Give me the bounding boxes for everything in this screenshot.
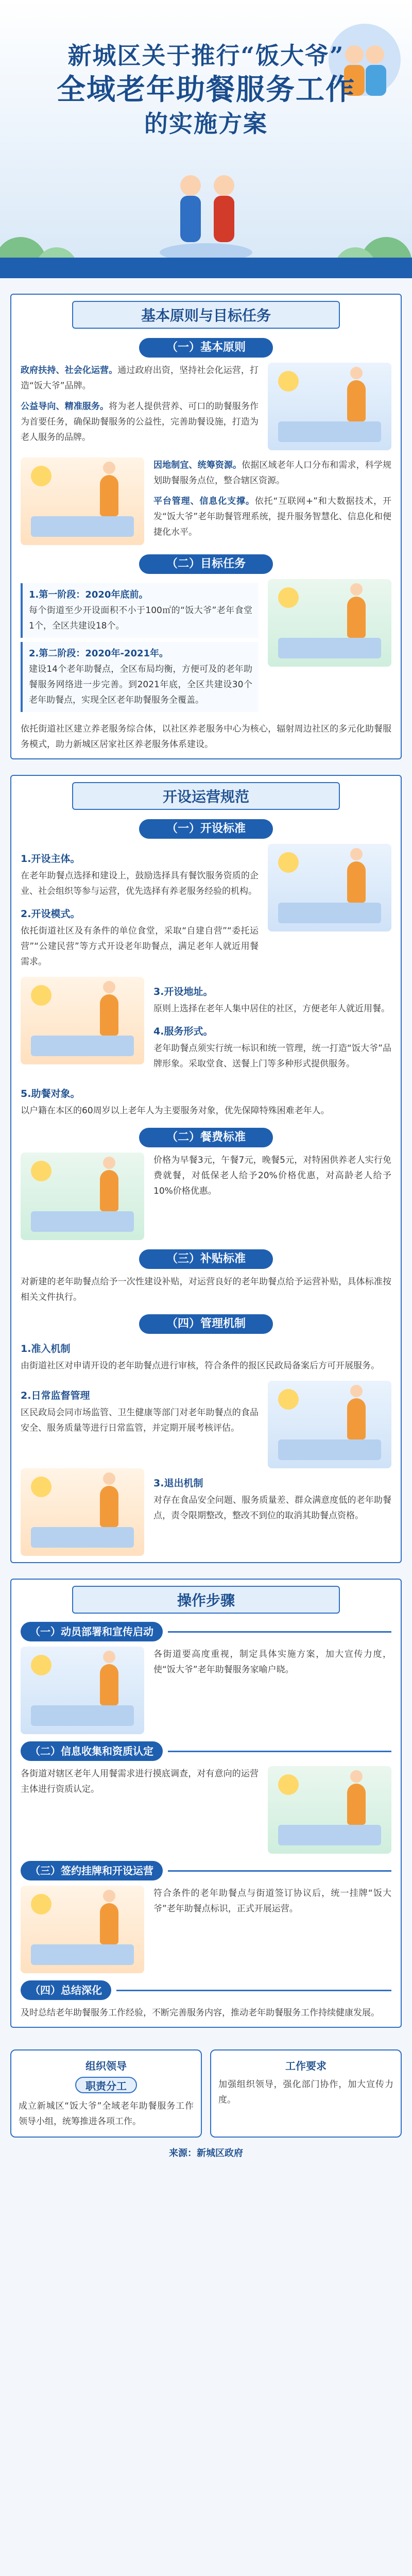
subsection-title: （三）补贴标准	[139, 1249, 273, 1269]
price-illustration	[21, 1153, 144, 1240]
subsection-title: （四）管理机制	[139, 1314, 273, 1334]
meal-illustration	[268, 844, 391, 931]
step-badge: （四）总结深化	[21, 1980, 111, 2000]
diners-illustration	[154, 155, 258, 268]
page-title: 新城区关于推行“饭大爷” 全域老年助餐服务工作 的实施方案	[57, 42, 355, 138]
section-title: 基本原则与目标任务	[72, 301, 340, 329]
section-steps: 操作步骤 （一）动员部署和宣传启动 各街道要高度重视，制定具体实施方案，加大宣传力度，使“饭大爷”老年助餐服务家喻户晓。 （二）信息收集和资质认定 各街道对辖区老年人用餐需求进行摸底调查，对有意向的运营主体进行资质认定。 （三）签约挂牌和开设运营 符合条件的老年助餐点与街道签订协议后，统一挂牌“饭大爷”老年助餐点标识，正式开展运营。 （四）总结深化 及时总结老年助餐服务工作经验，不断完善服务内容，推动老年助餐服务工作持续健康发展。	[10, 1579, 402, 2028]
mobilize-illustration	[21, 1647, 144, 1734]
principle-illustration	[268, 363, 391, 450]
survey-illustration	[268, 1766, 391, 1854]
hero-banner	[0, 0, 412, 278]
section-title: 开设运营规范	[72, 782, 340, 810]
step-badge: （一）动员部署和宣传启动	[21, 1622, 163, 1641]
subsection-title: （二）目标任务	[139, 554, 273, 574]
stage-block: 2.第二阶段：2020年-2021年。 建设14个老年助餐点，全区布局均衡，方便可及的老年助餐服务网络进一步完善。到2021年底，全区共建设30个老年助餐点，实现全区老年助餐服务全覆盖。	[21, 642, 259, 712]
hero-bottom-band	[0, 258, 412, 278]
canteen-illustration	[268, 579, 391, 667]
signing-illustration	[21, 1886, 144, 1973]
delivery-illustration	[21, 977, 144, 1064]
section-operation: 开设运营规范 （一）开设标准 1.开设主体。 在老年助餐点选择和建设上，鼓励选择具有餐饮服务资质的企业、社会组织等参与运营，优先选择有养老服务经验的机构。 2.开设模式。 依托街道社区及有条件的单位食堂，采取“自建自营”“委托运营”“公建民营”等方式开设老年助餐点，满足老年人就近用餐需求。 3.开设地址。 原则上选择在老年人集中居住的社区，方便老年人就近用餐。 4.服务形式。 老年助餐点须实行统一标识和统一管理，统一打造“饭大爷”品牌形象。采取堂食、送餐上门等多种形式提供服务。 5.助餐对象。 以户籍在本区的60周岁以上老年人为主要服务对象，优先保障特殊困难老年人。 （二）餐费标准 价格为早餐3元，午餐7元，晚餐5元，对特困供养老人实行免费就餐，对低保老人给予20%价格优惠，对高龄老人给予10%价格优惠。 （三）补贴标准 对新建的老年助餐点给予一次性建设补贴，对运营良好的老年助餐点给予运营补贴，具体标准按相关文件执行。 （四）管理机制 1.准入机制 由街道社区对申请开设的老年助餐点进行审核，符合条件的报区民政局备案后方可开展服务。 2.日常监督管理 区民政局会同市场监管、卫生健康等部门对老年助餐点的食品安全、服务质量等进行日常监管，并定期开展考核评估。 3.退出机制 对存在食品安全问题、服务质量差、群众满意度低的老年助餐点，责令限期整改，整改不到位的取消其助餐点资格。	[10, 775, 402, 1563]
requirements-card: 工作要求 加强组织领导，强化部门协作，加大宣传力度。	[210, 2049, 402, 2138]
subsection-title: （一）开设标准	[139, 819, 273, 839]
section-principles: 基本原则与目标任务 （一）基本原则 政府扶持、社会化运营。通过政府出资，坚持社会化运营，打造“饭大爷”品牌。 公益导向、精准服务。将为老人提供营养、可口的助餐服务作为首要任务，确保助餐服务的公益性，完善助餐设施，打造为老人服务的品牌。 因地制宜、统筹资源。依据区域老年人口分布和需求，科学规划助餐服务点位，整合辖区资源。 平台管理、信息化支撑。依托“互联网+”和大数据技术，开发“饭大爷”老年助餐管理系统，提升服务智慧化、信息化和便捷化水平。 （二）目标任务 1.第一阶段：2020年底前。 每个街道至少开设面积不小于100㎡的“饭大爷”老年食堂1个，全区共建设18个。 2.第二阶段：2020年-2021年。 建设14个老年助餐点，全区布局均衡，方便可及的老年助餐服务网络进一步完善。到2021年底，全区共建设30个老年助餐点，实现全区老年助餐服务全覆盖。 依托街道社区建立养老服务综合体，以社区养老服务中心为核心，辐射周边社区的多元化助餐服务模式，助力新城区居家社区养老服务体系建设。	[10, 294, 402, 759]
section-title: 操作步骤	[72, 1586, 340, 1614]
step-badge: （二）信息收集和资质认定	[21, 1741, 163, 1761]
subsection-title: （二）餐费标准	[139, 1128, 273, 1147]
org-card: 组织领导 职责分工 成立新城区“饭大爷”全域老年助餐服务工作领导小组，统筹推进各项工作。	[10, 2049, 202, 2138]
step-badge: （三）签约挂牌和开设运营	[21, 1861, 163, 1880]
subsection-title: （一）基本原则	[139, 338, 273, 358]
elder-service-illustration	[21, 457, 144, 545]
exit-illustration	[21, 1468, 144, 1556]
source-text: 来源：新城区政府	[169, 2148, 243, 2159]
stage-block: 1.第一阶段：2020年底前。 每个街道至少开设面积不小于100㎡的“饭大爷”老年食堂1个，全区共建设18个。	[21, 583, 259, 638]
supervision-illustration	[268, 1381, 391, 1468]
